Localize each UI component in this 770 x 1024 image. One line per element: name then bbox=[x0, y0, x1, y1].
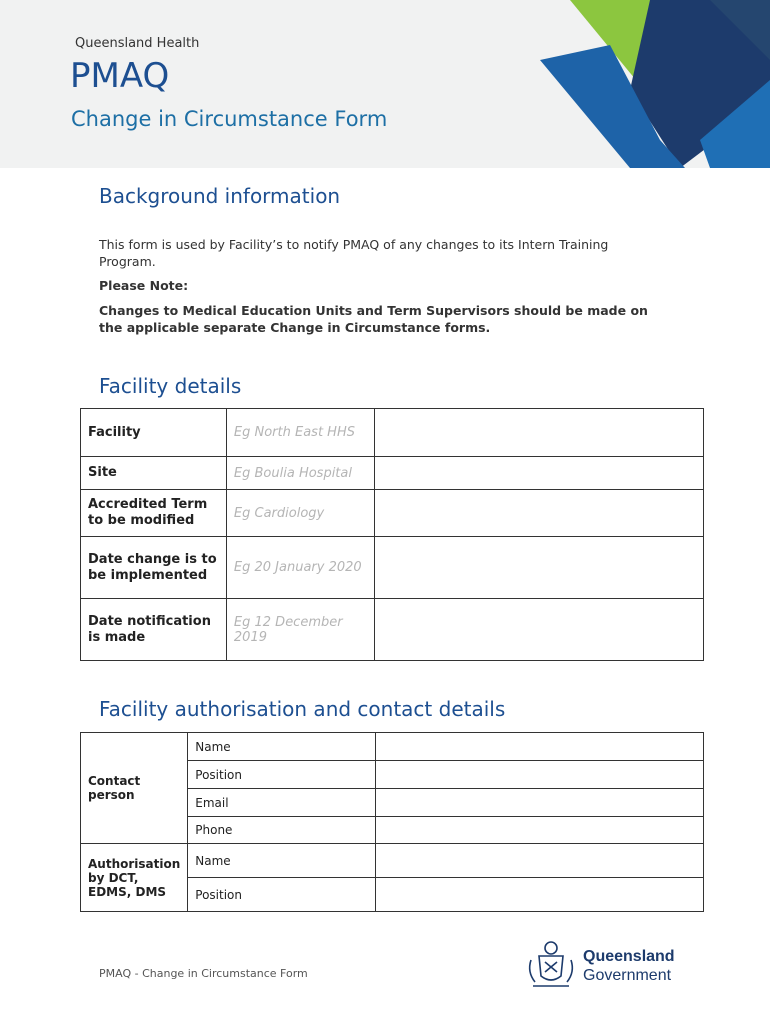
decorative-header-graphic bbox=[510, 0, 770, 168]
table-row bbox=[81, 599, 704, 661]
site-entry-field[interactable] bbox=[374, 457, 703, 490]
logo-word-government: Government bbox=[583, 967, 672, 984]
header-band bbox=[0, 0, 770, 168]
contact-name-label: Name bbox=[188, 733, 375, 761]
date-change-entry-field[interactable] bbox=[374, 537, 703, 599]
date-notification-entry-field[interactable] bbox=[374, 599, 703, 661]
table-row bbox=[81, 733, 704, 761]
table-row bbox=[81, 457, 704, 490]
contact-person-label: Contact person bbox=[81, 733, 188, 844]
facility-entry-field[interactable] bbox=[374, 409, 703, 457]
background-intro: This form is used by Facility’s to notify PMAQ of any changes to its Intern Training Program. bbox=[99, 237, 609, 269]
date-notification-example: Eg 12 December 2019 bbox=[226, 599, 374, 661]
contact-position-field[interactable] bbox=[375, 761, 703, 789]
accredited-term-example: Eg Cardiology bbox=[226, 490, 374, 537]
logo-word-queensland: Queensland bbox=[583, 948, 675, 965]
coat-of-arms-icon bbox=[525, 938, 577, 992]
authoriser-position-field[interactable] bbox=[375, 878, 703, 912]
contact-name-field[interactable] bbox=[375, 733, 703, 761]
organisation-name: Queensland Health bbox=[75, 36, 200, 51]
footer-document-title: PMAQ - Change in Circumstance Form bbox=[99, 967, 308, 980]
facility-details-table bbox=[80, 408, 704, 661]
date-notification-label: Date notification is made bbox=[81, 599, 227, 661]
authorisation-label: Authorisation by DCT, EDMS, DMS bbox=[81, 844, 188, 912]
accredited-term-label: Accredited Term to be modified bbox=[81, 490, 227, 537]
table-row bbox=[81, 490, 704, 537]
queensland-government-logo bbox=[525, 938, 685, 992]
contact-phone-label: Phone bbox=[188, 817, 375, 844]
document-title: PMAQ bbox=[70, 56, 170, 96]
accredited-term-entry-field[interactable] bbox=[374, 490, 703, 537]
authorisation-table bbox=[80, 732, 704, 912]
table-row bbox=[81, 537, 704, 599]
authoriser-position-label: Position bbox=[188, 878, 375, 912]
authorisation-heading: Facility authorisation and contact details bbox=[99, 697, 506, 721]
contact-email-field[interactable] bbox=[375, 789, 703, 817]
table-row bbox=[81, 844, 704, 878]
site-example: Eg Boulia Hospital bbox=[226, 457, 374, 490]
facility-label: Facility bbox=[81, 409, 227, 457]
background-heading: Background information bbox=[99, 184, 341, 208]
contact-position-label: Position bbox=[188, 761, 375, 789]
please-note-label: Please Note: bbox=[99, 278, 189, 293]
facility-example: Eg North East HHS bbox=[226, 409, 374, 457]
contact-phone-field[interactable] bbox=[375, 817, 703, 844]
authoriser-name-field[interactable] bbox=[375, 844, 703, 878]
facility-details-heading: Facility details bbox=[99, 374, 242, 398]
please-note-text: Changes to Medical Education Units and Term Supervisors should be made on the applicable separate Change in Circumstance forms. bbox=[99, 303, 648, 335]
authoriser-name-label: Name bbox=[188, 844, 375, 878]
site-label: Site bbox=[81, 457, 227, 490]
document-subtitle: Change in Circumstance Form bbox=[71, 107, 388, 131]
table-row bbox=[81, 409, 704, 457]
contact-email-label: Email bbox=[188, 789, 375, 817]
date-change-example: Eg 20 January 2020 bbox=[226, 537, 374, 599]
date-change-label: Date change is to be implemented bbox=[81, 537, 227, 599]
